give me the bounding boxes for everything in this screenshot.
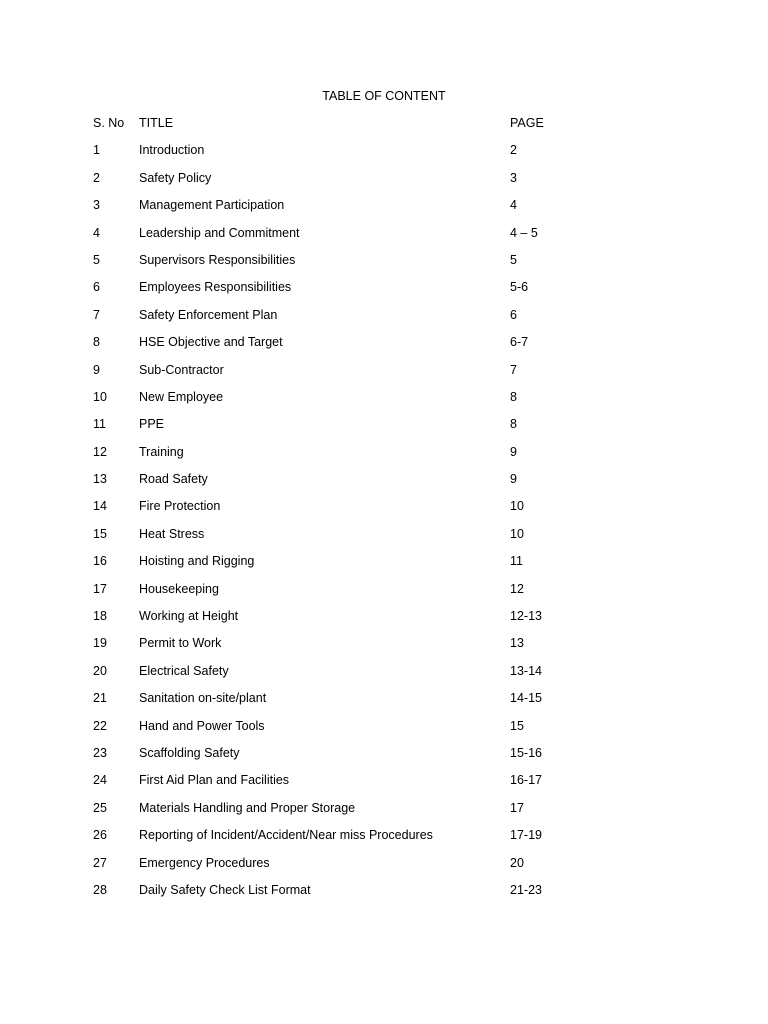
row-page-number: 12-13 (510, 609, 542, 624)
row-page-number: 10 (510, 526, 524, 541)
row-serial-number: 14 (93, 499, 107, 514)
row-serial-number: 28 (93, 882, 107, 897)
row-page-number: 12 (510, 581, 524, 596)
row-title: Road Safety (139, 472, 208, 487)
row-page-number: 16-17 (510, 773, 542, 788)
table-row (93, 306, 573, 333)
row-page-number: 14-15 (510, 691, 542, 706)
row-serial-number: 13 (93, 472, 107, 487)
header-title: TITLE (139, 116, 174, 130)
row-page-number: 9 (510, 444, 517, 459)
row-serial-number: 7 (93, 307, 100, 322)
row-title: Safety Policy (139, 170, 212, 185)
table-of-contents (93, 114, 573, 908)
row-page-number: 5 (510, 252, 517, 267)
row-serial-number: 10 (93, 389, 107, 404)
row-title: Sanitation on-site/plant (139, 691, 267, 706)
row-page-number: 17 (510, 800, 524, 815)
row-page-number: 15-16 (510, 745, 542, 760)
table-row (93, 361, 573, 388)
row-page-number: 10 (510, 499, 524, 514)
header-page: PAGE (510, 116, 544, 130)
table-body (93, 141, 573, 908)
row-title: Training (139, 444, 184, 459)
row-title: Permit to Work (139, 636, 222, 651)
row-serial-number: 2 (93, 170, 100, 185)
row-title: Leadership and Commitment (139, 225, 300, 240)
row-title: Safety Enforcement Plan (139, 307, 278, 322)
row-title: Working at Height (139, 609, 239, 624)
table-row (93, 278, 573, 305)
row-page-number: 3 (510, 170, 517, 185)
row-page-number: 8 (510, 417, 517, 432)
row-page-number: 21-23 (510, 882, 542, 897)
row-serial-number: 22 (93, 718, 107, 733)
table-row (93, 224, 573, 251)
table-row (93, 662, 573, 689)
row-page-number: 8 (510, 389, 517, 404)
table-row (93, 717, 573, 744)
row-serial-number: 27 (93, 855, 107, 870)
row-page-number: 9 (510, 472, 517, 487)
row-serial-number: 24 (93, 773, 107, 788)
row-serial-number: 26 (93, 828, 107, 843)
table-row (93, 525, 573, 552)
row-title: New Employee (139, 389, 224, 404)
row-page-number: 11 (510, 554, 523, 569)
table-row (93, 799, 573, 826)
row-title: Hand and Power Tools (139, 718, 265, 733)
row-serial-number: 16 (93, 554, 107, 569)
table-row (93, 251, 573, 278)
row-page-number: 2 (510, 143, 517, 158)
row-page-number: 4 – 5 (510, 225, 538, 240)
table-row (93, 196, 573, 223)
row-page-number: 17-19 (510, 828, 542, 843)
header-serial-number: S. No (93, 116, 125, 130)
table-row (93, 497, 573, 524)
table-row (93, 141, 573, 168)
row-title: Scaffolding Safety (139, 745, 240, 760)
table-row (93, 415, 573, 442)
table-row (93, 552, 573, 579)
row-title: Supervisors Responsibilities (139, 252, 296, 267)
table-row (93, 771, 573, 798)
row-title: Electrical Safety (139, 663, 229, 678)
row-serial-number: 12 (93, 444, 107, 459)
table-row (93, 689, 573, 716)
row-title: Employees Responsibilities (139, 280, 292, 295)
table-row (93, 443, 573, 470)
table-row (93, 607, 573, 634)
row-page-number: 15 (510, 718, 524, 733)
row-title: Sub-Contractor (139, 362, 224, 377)
table-row (93, 826, 573, 853)
row-page-number: 13-14 (510, 663, 542, 678)
row-serial-number: 6 (93, 280, 100, 295)
table-row (93, 744, 573, 771)
row-title: Reporting of Incident/Accident/Near miss Procedures (139, 828, 433, 843)
row-serial-number: 11 (93, 417, 106, 432)
row-title: Fire Protection (139, 499, 221, 514)
row-serial-number: 8 (93, 335, 100, 350)
row-serial-number: 20 (93, 663, 107, 678)
table-header-row (93, 114, 573, 141)
row-serial-number: 9 (93, 362, 100, 377)
row-title: First Aid Plan and Facilities (139, 773, 290, 788)
table-row (93, 580, 573, 607)
row-serial-number: 25 (93, 800, 107, 815)
table-row (93, 388, 573, 415)
row-serial-number: 4 (93, 225, 100, 240)
row-title: Daily Safety Check List Format (139, 882, 311, 897)
row-page-number: 4 (510, 198, 517, 213)
table-row (93, 634, 573, 661)
row-serial-number: 23 (93, 745, 107, 760)
row-title: Management Participation (139, 198, 285, 213)
row-page-number: 5-6 (510, 280, 529, 295)
row-serial-number: 15 (93, 526, 107, 541)
row-title: Emergency Procedures (139, 855, 270, 870)
row-page-number: 6 (510, 307, 517, 322)
row-page-number: 13 (510, 636, 524, 651)
table-row (93, 169, 573, 196)
row-serial-number: 21 (93, 691, 107, 706)
row-serial-number: 18 (93, 609, 107, 624)
row-serial-number: 1 (93, 143, 100, 158)
page-title: TABLE OF CONTENT (322, 89, 446, 103)
row-title: Materials Handling and Proper Storage (139, 800, 356, 815)
row-page-number: 7 (510, 362, 517, 377)
table-row (93, 470, 573, 497)
row-serial-number: 5 (93, 252, 100, 267)
row-page-number: 20 (510, 855, 524, 870)
table-row (93, 854, 573, 881)
row-title: Introduction (139, 143, 205, 158)
row-serial-number: 17 (93, 581, 107, 596)
row-title: PPE (139, 417, 165, 432)
row-title: Housekeeping (139, 581, 219, 596)
row-title: HSE Objective and Target (139, 335, 283, 350)
row-serial-number: 19 (93, 636, 107, 651)
row-page-number: 6-7 (510, 335, 529, 350)
row-title: Hoisting and Rigging (139, 554, 255, 569)
row-title: Heat Stress (139, 526, 205, 541)
table-row (93, 333, 573, 360)
table-row (93, 881, 573, 908)
row-serial-number: 3 (93, 198, 100, 213)
